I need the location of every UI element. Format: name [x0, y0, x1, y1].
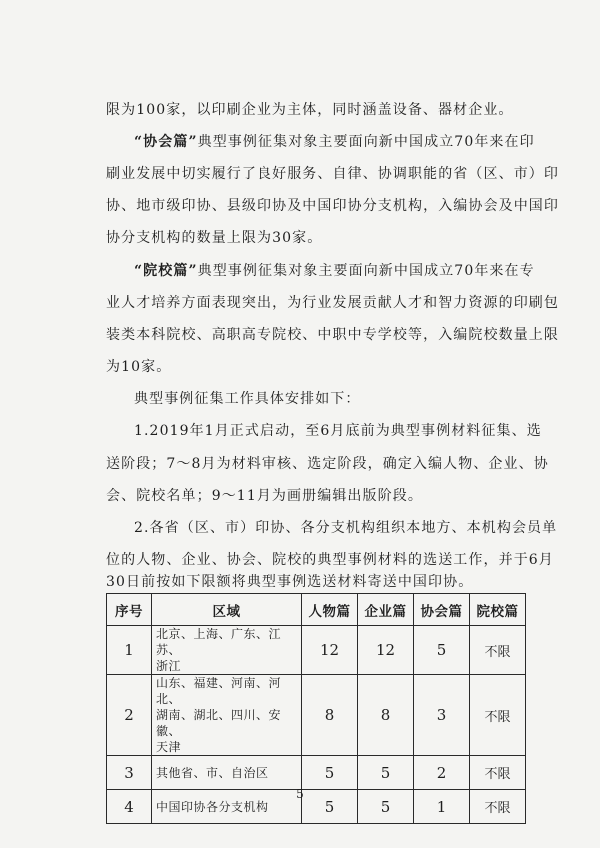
region-cell: 其他省、市、自治区	[152, 756, 302, 790]
paragraph-line: 送阶段；7～8月为材料审核、选定阶段，确定入编人物、企业、协	[106, 456, 549, 472]
section-heading-school: “院校篇”	[134, 263, 198, 279]
school-quota: 不限	[470, 626, 526, 675]
header-cell: 院校篇	[470, 594, 526, 626]
row-number: 4	[107, 790, 152, 824]
paragraph-line: 会、院校名单；9～11月为画册编辑出版阶段。	[106, 488, 423, 504]
header-cell: 人物篇	[302, 594, 358, 626]
paragraph-line: 限为100家，以印刷企业为主体，同时涵盖设备、器材企业。	[106, 102, 514, 118]
row-number: 3	[107, 756, 152, 790]
region-cell: 北京、上海、广东、江苏、 浙江	[152, 626, 302, 675]
person-quota: 5	[302, 790, 358, 824]
paragraph-line: 刷业发展中切实履行了良好服务、自律、协调职能的省（区、市）印	[106, 166, 559, 182]
enterprise-quota: 5	[358, 790, 414, 824]
paragraph-line: 30日前按如下限额将典型事例选送材料寄送中国印协。	[106, 574, 474, 590]
paragraph-line: “院校篇”典型事例征集对象主要面向新中国成立70年来在专	[134, 263, 535, 279]
enterprise-quota: 8	[358, 675, 414, 756]
header-cell: 协会篇	[414, 594, 470, 626]
school-quota: 不限	[470, 790, 526, 824]
school-quota: 不限	[470, 756, 526, 790]
paragraph-line: 2.各省（区、市）印协、各分支机构组织本地方、本机构会员单	[134, 520, 558, 536]
association-quota: 3	[414, 675, 470, 756]
association-quota: 5	[414, 626, 470, 675]
school-quota: 不限	[470, 675, 526, 756]
table-header-row	[107, 594, 526, 626]
enterprise-quota: 5	[358, 756, 414, 790]
paragraph-line: 为10家。	[106, 359, 172, 375]
row-number: 2	[107, 675, 152, 756]
table-row	[107, 626, 526, 675]
header-cell: 区域	[152, 594, 302, 626]
association-quota: 2	[414, 756, 470, 790]
table-row	[107, 675, 526, 756]
table-row	[107, 756, 526, 790]
section-heading-association: “协会篇”	[134, 134, 198, 150]
enterprise-quota: 12	[358, 626, 414, 675]
association-quota: 1	[414, 790, 470, 824]
paragraph-line: 典型事例征集工作具体安排如下：	[134, 391, 361, 407]
paragraph-line: 协、地市级印协、县级印协及中国印协分支机构，入编协会及中国印	[106, 198, 559, 214]
region-cell: 中国印协各分支机构	[152, 790, 302, 824]
paragraph-line: 1.2019年1月正式启动，至6月底前为典型事例材料征集、选	[134, 423, 542, 439]
person-quota: 5	[302, 756, 358, 790]
header-cell: 企业篇	[358, 594, 414, 626]
row-number: 1	[107, 626, 152, 675]
region-cell: 山东、福建、河南、河北、 湖南、湖北、四川、安徽、 天津	[152, 675, 302, 756]
paragraph-line: 位的人物、企业、协会、院校的典型事例材料的选送工作，并于6月	[106, 552, 554, 568]
page-number: 5	[296, 787, 304, 801]
paragraph-line: 协分支机构的数量上限为30家。	[106, 230, 323, 246]
paragraph-line: “协会篇”典型事例征集对象主要面向新中国成立70年来在印	[134, 134, 535, 150]
person-quota: 8	[302, 675, 358, 756]
header-cell: 序号	[107, 594, 152, 626]
paragraph-line: 业人才培养方面表现突出，为行业发展贡献人才和智力资源的印刷包	[106, 295, 559, 311]
person-quota: 12	[302, 626, 358, 675]
paragraph-line: 装类本科院校、高职高专院校、中职中专学校等，入编院校数量上限	[106, 327, 559, 343]
